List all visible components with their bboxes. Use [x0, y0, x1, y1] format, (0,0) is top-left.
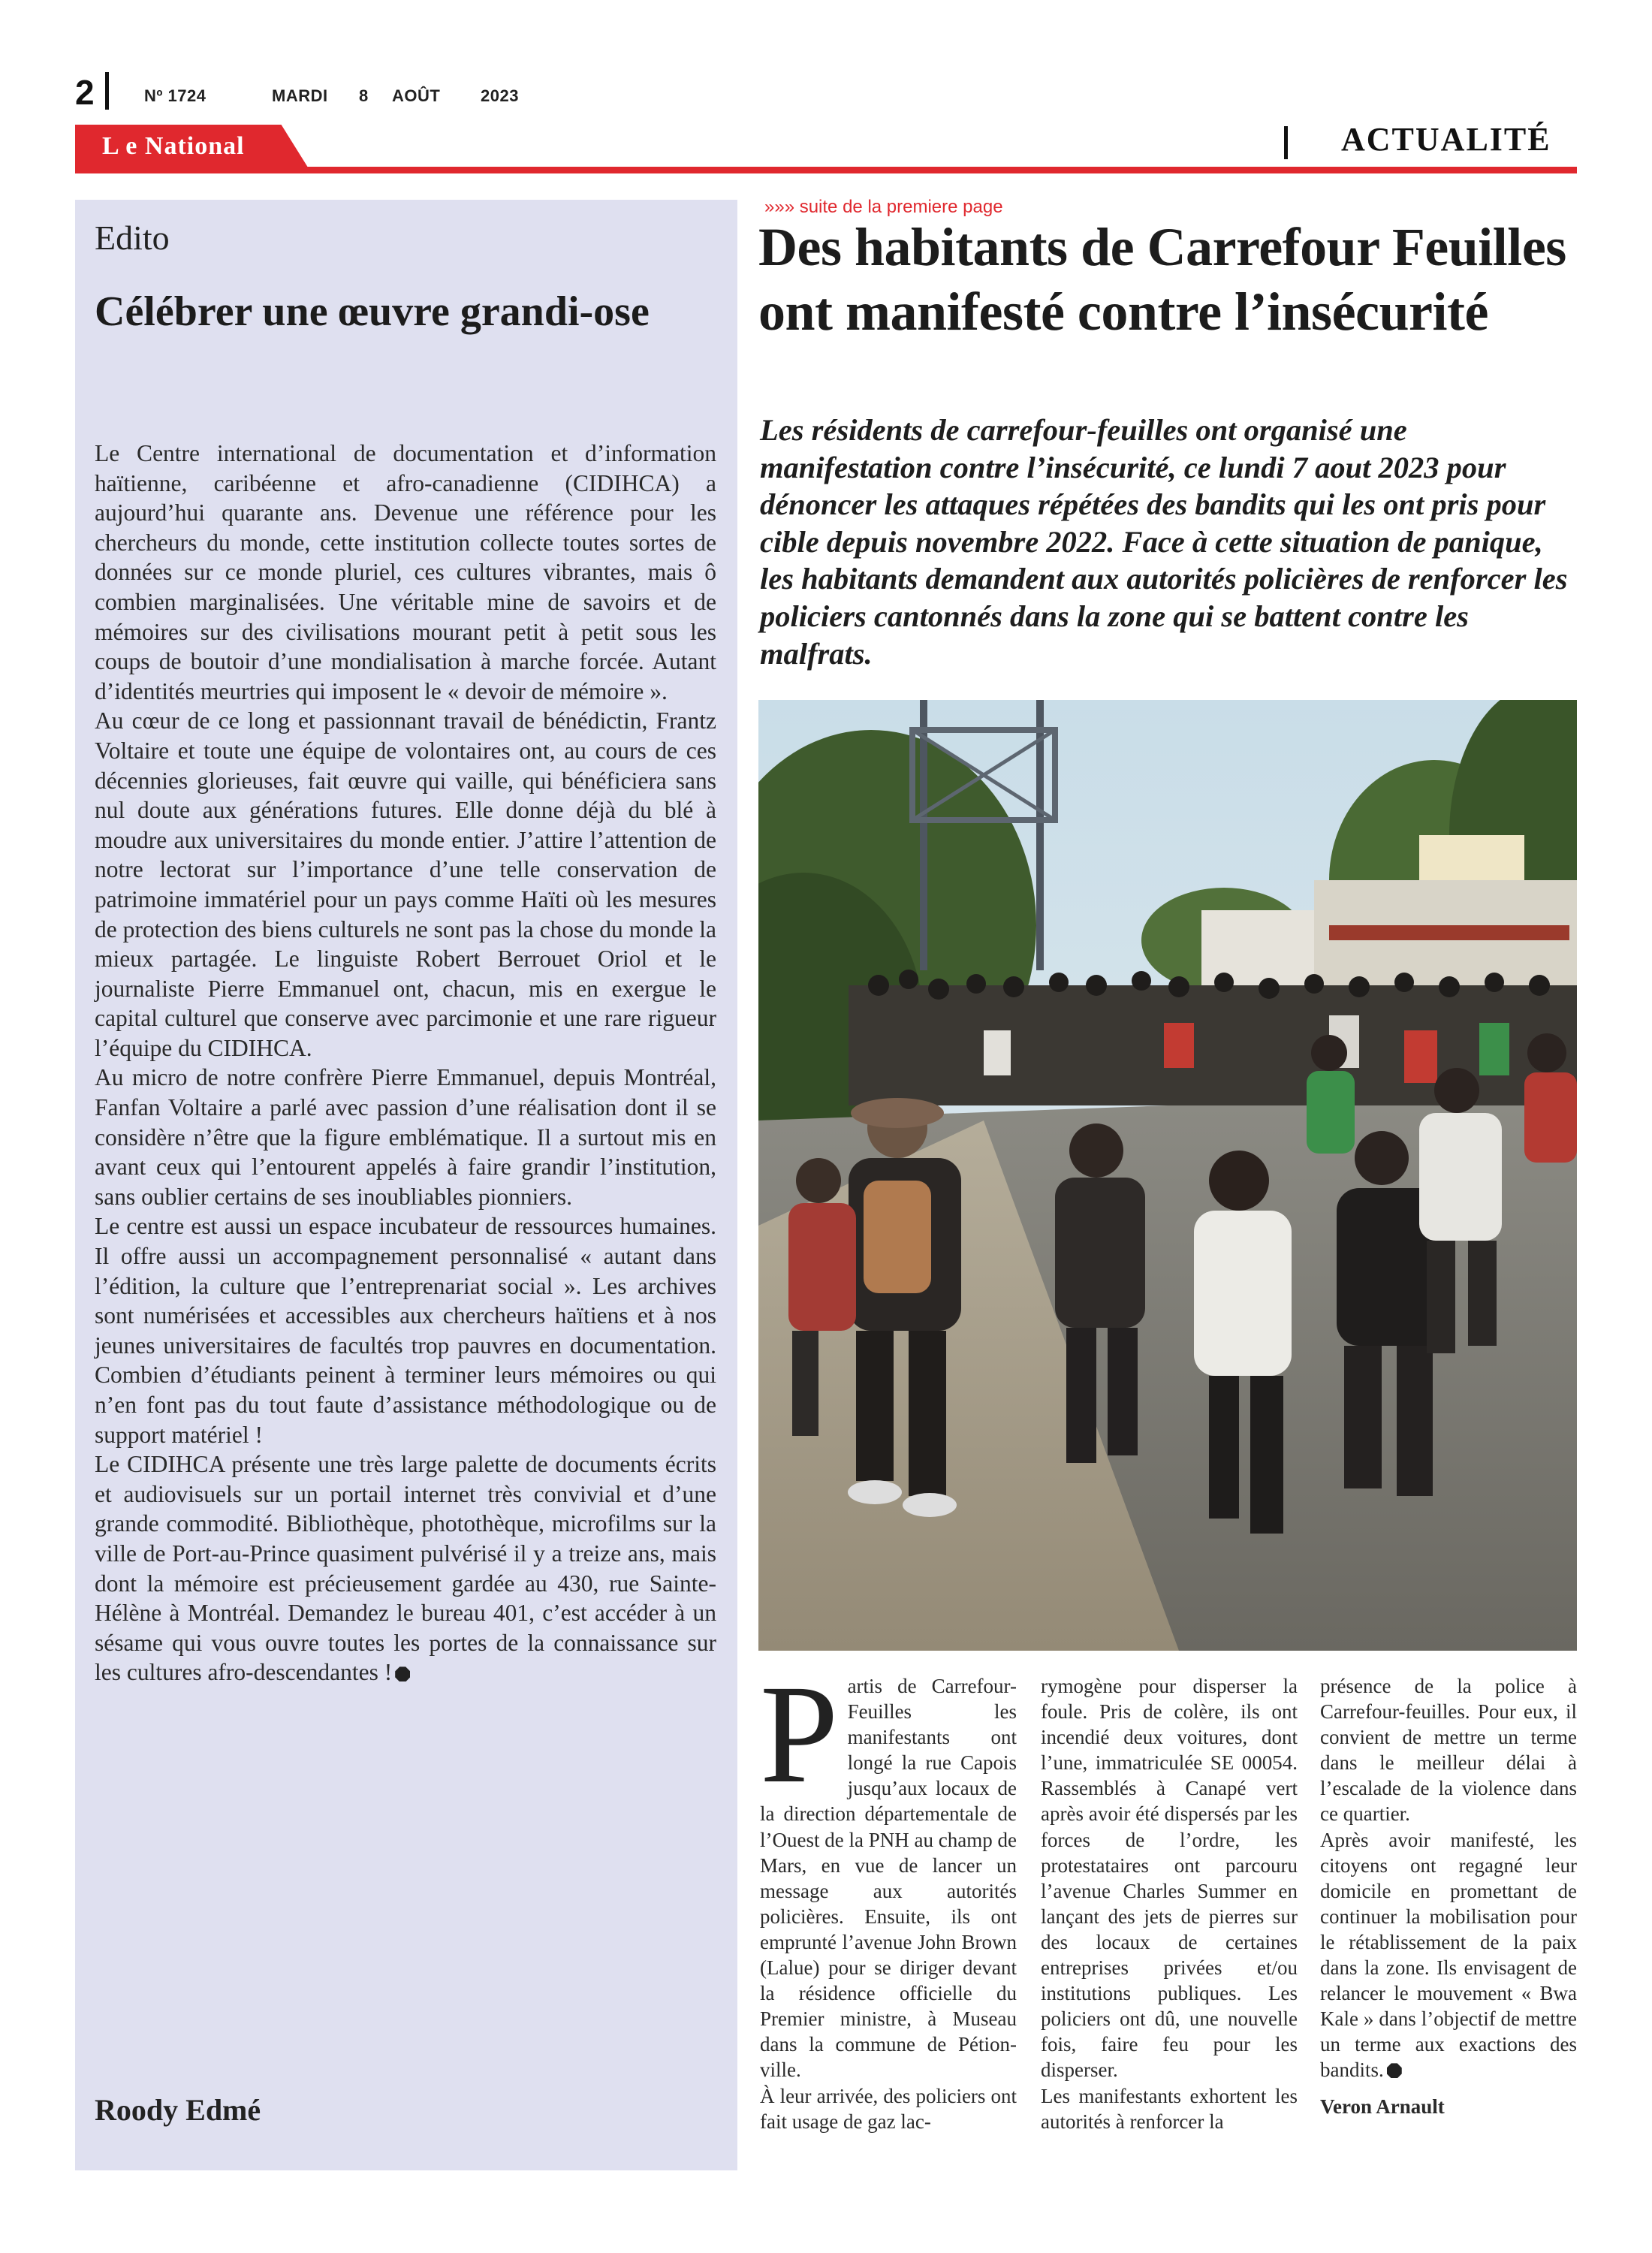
- edito-paragraph: Le centre est aussi un espace incubateur de ressources humaines. Il offre aussi un accompagnement personnalisé « autant dans l’édition, la culture que l’entreprenariat social ». Les archives sont numérisées et accessibles aux chercheurs haïtiens et à nos jeunes universitaires de facultés trop pauvres en documentation. Combien d’étudiants peinent à terminer leurs mémoires ou qui n’en font pas du tout faute d’assistance méthodologique ou de support matériel !: [95, 1213, 716, 1448]
- column-paragraph-last: [1320, 1827, 1577, 2083]
- column-paragraph: rymogène pour disperser la foule. Pris de colère, ils ont incendié deux voitures, dont l’une, immatriculée SE 00054. Rassemblés à Canapé vert après avoir été dispersés par les forces de l’ordre, les protestataires ont parcouru l’avenue Charles Summer en lançant des jets de pierres sur des locaux de certaines entreprises privées et/ou institutions publiques. Les policiers ont dû, une nouvelle fois, faire feu pour les disperser.: [1041, 1675, 1298, 2082]
- edito-paragraph: Au micro de notre confrère Pierre Emmanuel, depuis Montréal, Fanfan Voltaire a parlé avec passion d’une réalisation dont il se considère n’être que la figure emblématique. Il a surtout mis en avant ceux qui l’entourent appelés à faire grandir l’institution, sans oublier certains de ses inoubliables pionniers.: [95, 1064, 716, 1210]
- article-lead: Les résidents de carrefour-feuilles ont organisé une manifestation contre l’insécurité, ce lundi 7 aout 2023 pour dénoncer les attaques répétées des bandits qui les ont pris pour cible depuis novembre 2022. Face à cette situation de panique, les habitants demandent aux autorités policières de renforcer les policiers cantonnés dans la zone qui se battent contre les malfrats.: [760, 413, 1568, 671]
- column-paragraph: Les manifestants exhortent les autorités à renforcer la: [1041, 2084, 1298, 2133]
- article-column-1: [760, 1655, 1017, 2134]
- issue-number: Nº 1724: [144, 86, 206, 105]
- column-paragraph: [760, 1655, 1017, 2083]
- section-divider: [1284, 126, 1288, 159]
- column-paragraph-text: artis de Carrefour-Feuilles les manifestants ont longé la rue Capois jusqu’aux locaux de la direction départementale de l’Ouest de la PNH au champ de Mars, en vue de lancer un message aux autorités policières. Ensuite, ils ont emprunté l’avenue John Brown (Lalue) pour se diriger devant la résidence officielle du Premier ministre, à Museau dans la commune de Pétion-ville.: [760, 1675, 1017, 2082]
- column-paragraph: À leur arrivée, des policiers ont fait usage de gaz lac-: [760, 2084, 1017, 2133]
- edito-paragraph: Le Centre international de documentation et d’information haïtienne, caribéenne et afro-canadienne (CIDIHCA) a aujourd’hui quarante ans. Devenue une référence pour les chercheurs du monde, cette institution collecte toutes sortes de données sur ce monde pluriel, ces cultures vibrantes, mais ô combien marginalisées. Une véritable mine de savoirs et de mémoires sur des civilisations mourant petit à petit sous les coups de boutoir d’une mondialisation à marche forcée. Autant d’identités meurtries qui imposent le « devoir de mémoire ».: [95, 440, 716, 704]
- edito-author: Roody Edmé: [95, 2093, 261, 2127]
- article-author: Veron Arnault: [1320, 2095, 1445, 2118]
- article-column-3: [1320, 1673, 1577, 2119]
- section-title: ACTUALITÉ: [1341, 121, 1551, 158]
- edito-paragraph-last: [95, 1449, 716, 1687]
- page-number-divider: [105, 72, 109, 110]
- edito-paragraph-text: Le CIDIHCA présente une très large palette de documents écrits et audiovisuels sur un portail internet très convivial et d’une grande commodité. Bibliothèque, photothèque, microfilms sur la ville de Port-au-Prince quasiment pulvérisé il y a treize ans, mais dont la mémoire est précieusement gardée au 430, rue Sainte-Hélène à Montréal. Demandez le bureau 401, c’est accéder à un sésame qui vous ouvre toutes les portes de la connaissance sur les cultures afro-descendantes !: [95, 1451, 716, 1686]
- article-headline: Des habitants de Carrefour Feuilles ont manifesté contre l’insécurité: [758, 217, 1566, 342]
- page-number: 2: [75, 73, 95, 112]
- end-mark-icon: [395, 1666, 410, 1681]
- drop-cap: P: [760, 1655, 839, 1812]
- protest-photo: [758, 700, 1577, 1651]
- brand-logo: L e National: [102, 132, 245, 160]
- continuation-link[interactable]: »»» suite de la premiere page: [764, 197, 1003, 217]
- end-mark-icon: [1387, 2063, 1402, 2078]
- column-paragraph: présence de la police à Carrefour-feuilles. Pour eux, il convient de mettre un terme dans le meilleur délai à l’escalade de la violence dans ce quartier.: [1320, 1675, 1577, 1826]
- edito-title: Célébrer une œuvre grandi-ose: [95, 288, 650, 335]
- column-paragraph-text: Après avoir manifesté, les citoyens ont regagné leur domicile en promettant de continuer la mobilisation pour le rétablissement de la paix dans la zone. Ils envisagent de relancer le mouvement « Bwa Kale » dans l’objectif de mettre un terme aux exactions des bandits.: [1320, 1828, 1577, 2082]
- date-day: 8: [359, 86, 369, 105]
- date-month: AOÛT: [392, 86, 441, 105]
- date-year: 2023: [481, 86, 519, 105]
- edito-kicker: Edito: [95, 219, 170, 257]
- edito-paragraph: Au cœur de ce long et passionnant travail de bénédictin, Frantz Voltaire et toute une équipe de volontaires ont, au cours de ces décennies glorieuses, fait œuvre qui vaille, qui bénéficiera sans nul doute aux générations futures. Elle donne déjà du blé à moudre aux universitaires du monde entier. J’attire l’attention de notre lectorat sur l’importance d’une telle conservation de patrimoine immatériel pour un pays comme Haïti où les mesures de protection des biens culturels ne sont pas la chose du monde la mieux partagée. Le linguiste Robert Berrouet Oriol et le journaliste Pierre Emmanuel ont, chacun, mis en exergue le capital culturel que conserve avec parcimonie et une rare rigueur l’équipe du CIDIHCA.: [95, 707, 716, 1061]
- date-weekday: MARDI: [272, 86, 328, 105]
- edito-body: [95, 439, 716, 1687]
- article-column-2: [1041, 1673, 1298, 2134]
